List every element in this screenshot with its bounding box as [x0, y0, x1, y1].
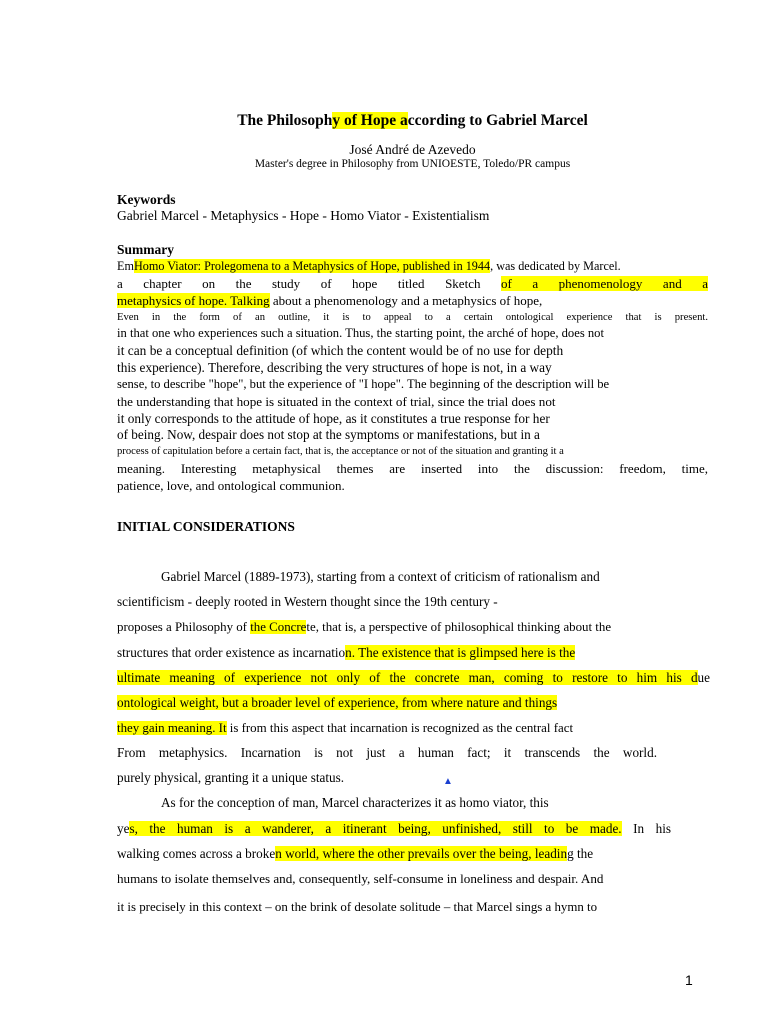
summary-line: patience, love, and ontological communion. — [117, 478, 345, 493]
page-number: 1 — [685, 972, 693, 988]
summary-heading: Summary — [117, 242, 174, 257]
summary-line: meaning. Interesting metaphysical themes are inserted into the discussion: freedom, time, — [117, 461, 708, 476]
summary-line: in that one who experiences such a situation. Thus, the starting point, the arché of hope, does not — [117, 326, 604, 340]
paragraph-line: proposes a Philosophy of the Concrete, that is, a perspective of philosophical thinking about the — [117, 620, 612, 634]
summary-line: the understanding that hope is situated in the context of trial, since the trial does not — [117, 394, 556, 409]
author-name: José André de Azevedo — [349, 142, 476, 157]
summary-line: EmHomo Viator: Prolegomena to a Metaphysics of Hope, published in 1944, was dedicated by Marcel. — [117, 259, 621, 273]
keywords-heading: Keywords — [117, 192, 176, 207]
paragraph-line: yes, the human is a wanderer, a itinerant being, unfinished, still to be made. In his — [117, 821, 671, 836]
summary-line: metaphysics of hope. Talking about a phenomenology and a metaphysics of hope, — [117, 293, 543, 308]
summary-line: a chapter on the study of hope titled Sketch of a phenomenology and a — [117, 276, 708, 291]
paragraph-line: As for the conception of man, Marcel characterizes it as homo viator, this — [161, 795, 549, 810]
summary-line: it can be a conceptual definition (of which the content would be of no use for depth — [117, 343, 564, 358]
paragraph-line: they gain meaning. It is from this aspect that incarnation is recognized as the central fact — [117, 721, 574, 735]
paragraph-line: humans to isolate themselves and, consequently, self-consume in loneliness and despair. And — [117, 871, 604, 886]
text-cursor-icon: ▲ — [443, 776, 453, 787]
paragraph-line: Gabriel Marcel (1889-1973), starting from a context of criticism of rationalism and — [161, 569, 600, 584]
document-title: The Philosophy of Hope according to Gabriel Marcel — [237, 112, 588, 129]
paragraph-line: ontological weight, but a broader level of experience, from where nature and things — [117, 695, 558, 710]
summary-line: it only corresponds to the attitude of hope, as it constitutes a true response for her — [117, 411, 550, 426]
summary-line: sense, to describe "hope", but the experience of "I hope". The beginning of the description will be — [117, 377, 610, 391]
paragraph-line: ultimate meaning of experience not only of the concrete man, coming to restore to him his due — [117, 670, 710, 685]
paragraph-line: From metaphysics. Incarnation is not just a human fact; it transcends the world. — [117, 745, 657, 760]
paragraph-line: purely physical, granting it a unique status. — [117, 770, 345, 785]
summary-line: this experience). Therefore, describing the very structures of hope is not, in a way — [117, 360, 552, 375]
initial-considerations-heading: INITIAL CONSIDERATIONS — [117, 519, 295, 534]
paragraph-line: walking comes across a broken world, where the other prevails over the being, leading the — [117, 846, 594, 861]
author-affiliation: Master's degree in Philosophy from UNIOESTE, Toledo/PR campus — [254, 158, 571, 170]
paragraph-line: scientificism - deeply rooted in Western thought since the 19th century - — [117, 594, 498, 609]
paragraph-line: structures that order existence as incarnation. The existence that is glimpsed here is the — [117, 645, 576, 660]
summary-line: process of capitulation before a certain fact, that is, the acceptance or not of the situation and granting it a — [117, 446, 564, 457]
paragraph-line: it is precisely in this context – on the brink of desolate solitude – that Marcel sings a hymn to — [117, 900, 598, 914]
summary-line: of being. Now, despair does not stop at the symptoms or manifestations, but in a — [117, 427, 540, 442]
summary-line: Even in the form of an outline, it is to appeal to a certain ontological experience that is present. — [117, 312, 708, 323]
keywords-text: Gabriel Marcel - Metaphysics - Hope - Homo Viator - Existentialism — [117, 208, 490, 223]
